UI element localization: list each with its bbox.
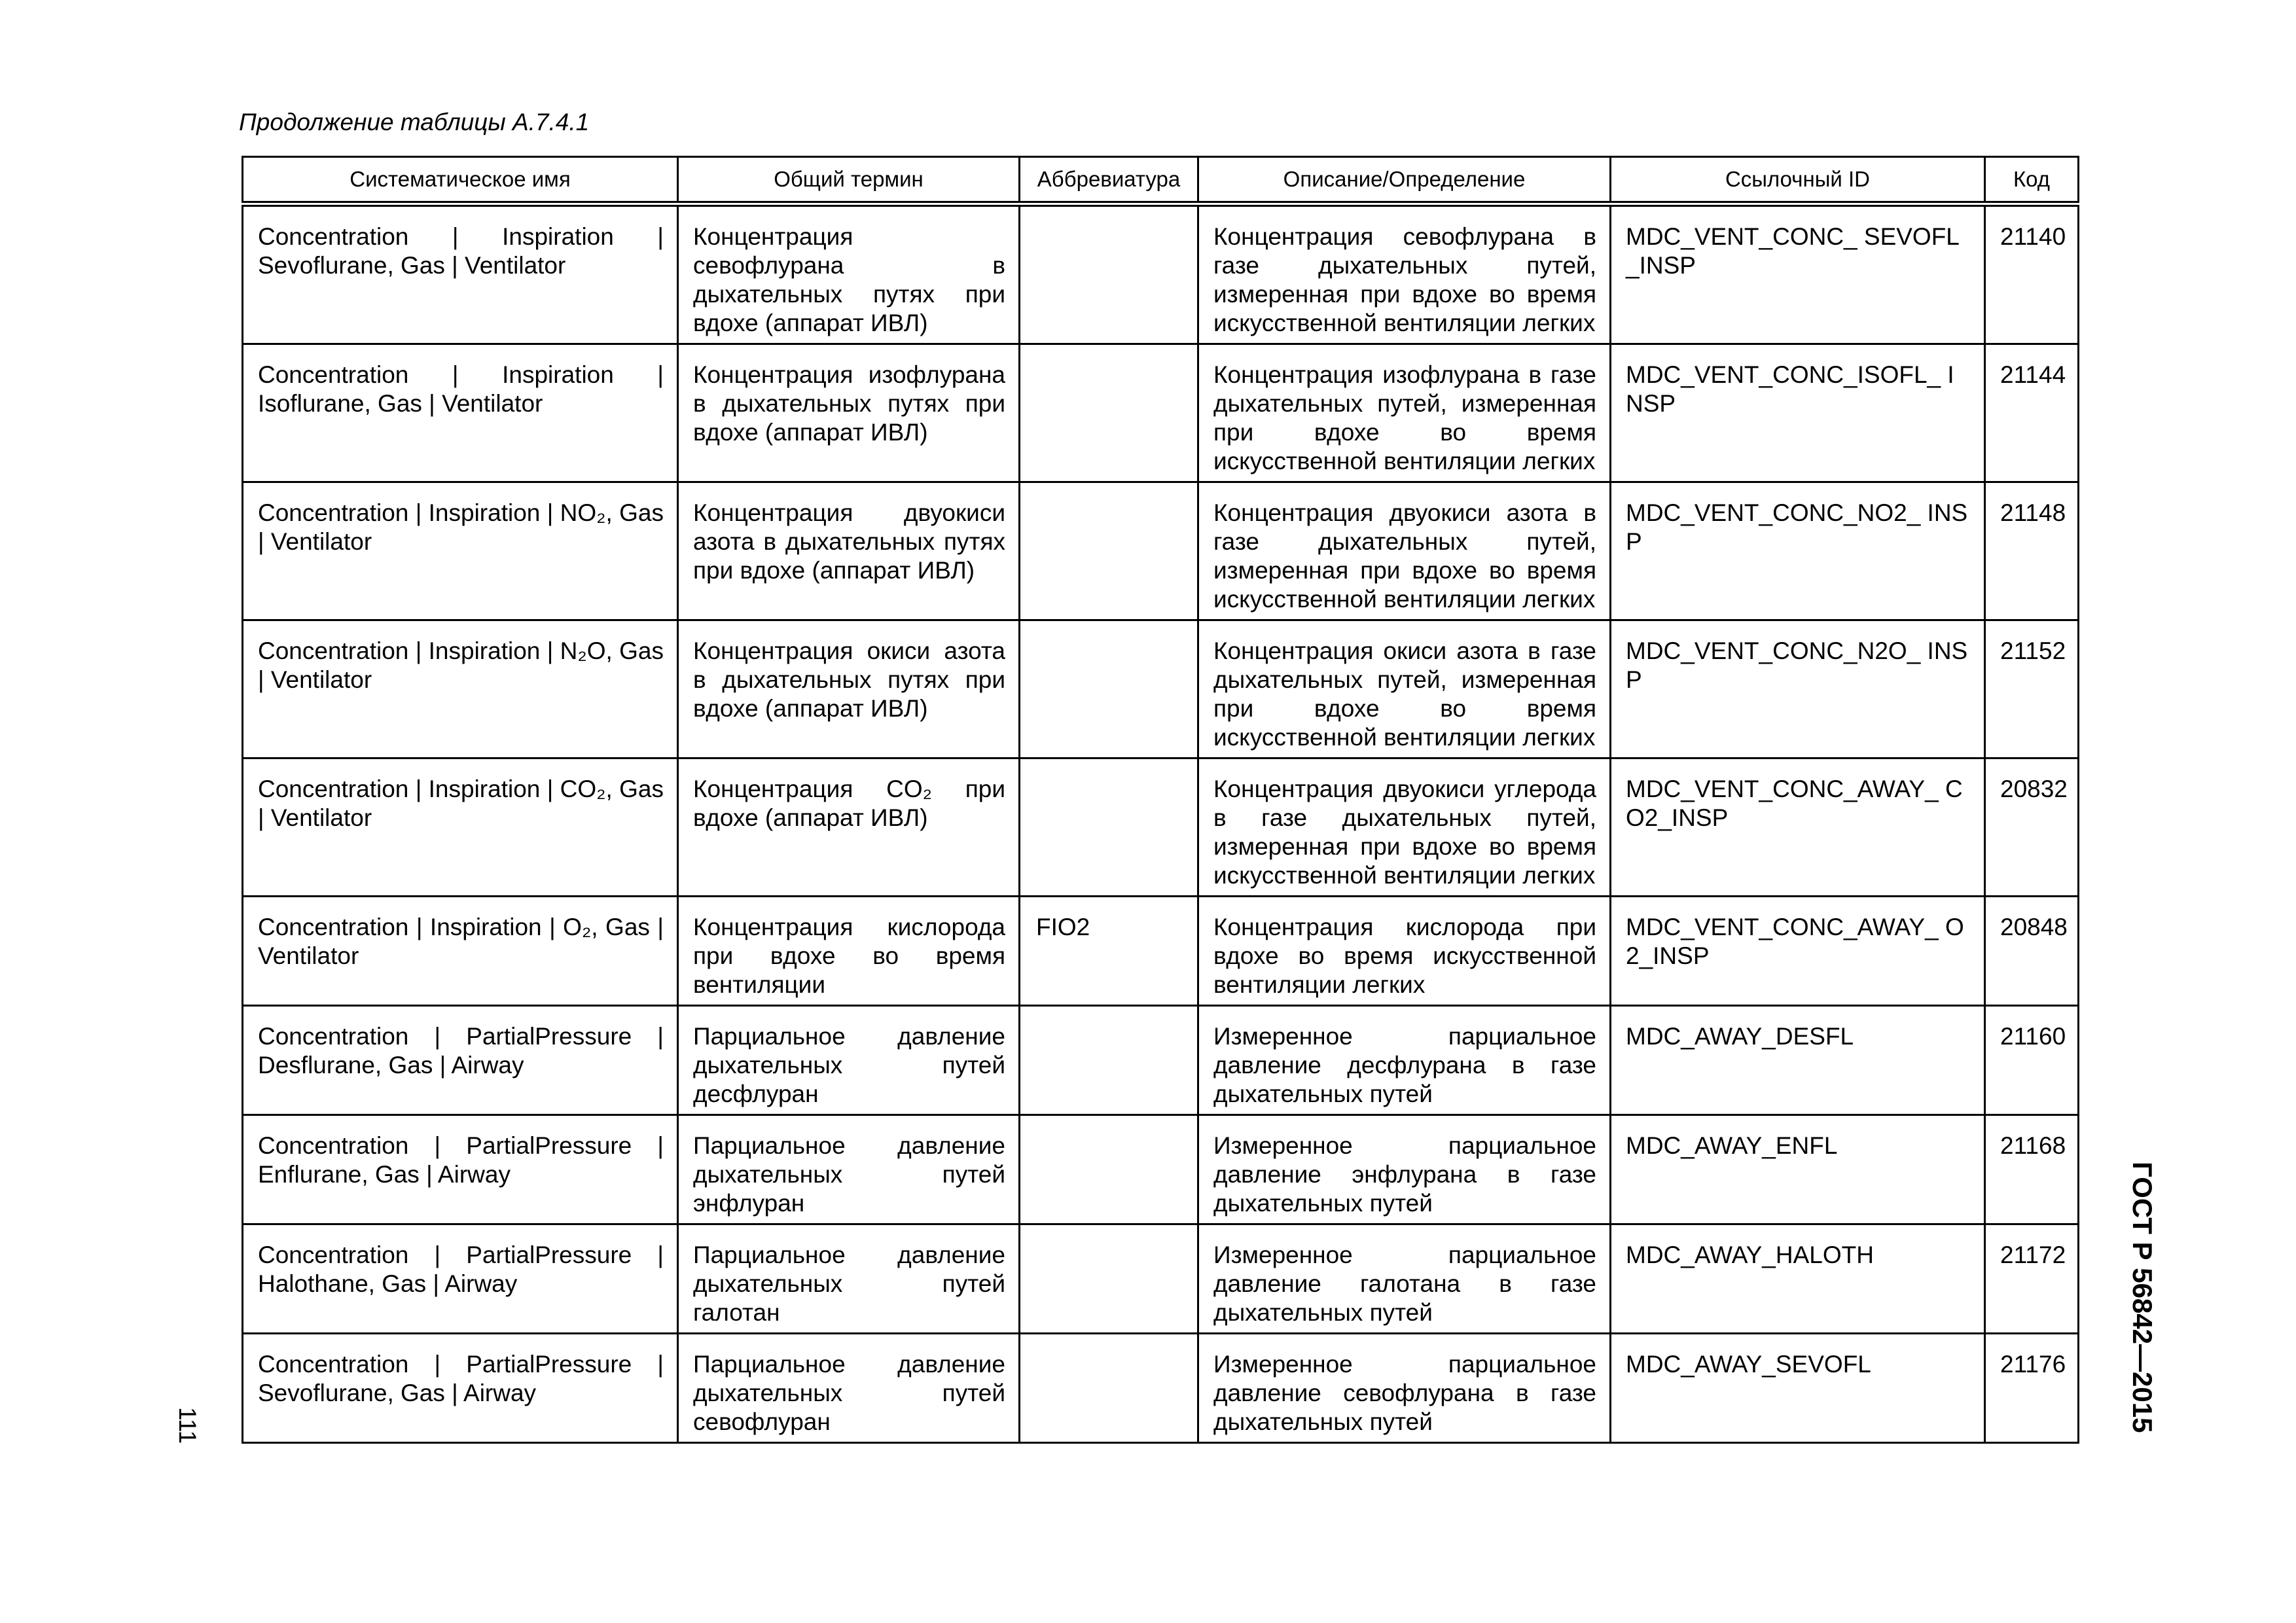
- cell-code: 20832: [1985, 758, 2079, 897]
- cell-reference-id: MDC_VENT_CONC_ SEVOFL_INSP: [1611, 204, 1985, 344]
- cell-reference-id: MDC_VENT_CONC_NO2_ INSP: [1611, 482, 1985, 620]
- cell-abbreviation: [1020, 1006, 1198, 1115]
- table-row: [243, 620, 2079, 758]
- cell-code: 21172: [1985, 1224, 2079, 1334]
- cell-code: 21140: [1985, 204, 2079, 344]
- cell-reference-id: MDC_AWAY_HALOTH: [1611, 1224, 1985, 1334]
- table-row: [243, 1334, 2079, 1443]
- cell-common-term: Концентрация кислорода при вдохе во время вентиляции: [678, 897, 1020, 1006]
- cell-common-term: Парциальное давление дыхательных путей энфлуран: [678, 1115, 1020, 1224]
- table-caption: Продолжение таблицы А.7.4.1: [239, 109, 590, 135]
- cell-abbreviation: [1020, 344, 1198, 482]
- cell-systematic-name: Concentration | Inspiration | Sevoflurane, Gas | Ventilator: [243, 204, 678, 344]
- cell-systematic-name: Concentration | PartialPressure | Halothane, Gas | Airway: [243, 1224, 678, 1334]
- cell-description: Измеренное парциальное давление десфлурана в газе дыхательных путей: [1198, 1006, 1611, 1115]
- cell-common-term: Концентрация севофлурана в дыхательных путях при вдохе (аппарат ИВЛ): [678, 204, 1020, 344]
- cell-description: Концентрация двуокиси азота в газе дыхательных путей, измеренная при вдохе во время искусственной вентиляции легких: [1198, 482, 1611, 620]
- cell-common-term: Парциальное давление дыхательных путей галотан: [678, 1224, 1020, 1334]
- cell-description: Концентрация изофлурана в газе дыхательных путей, измеренная при вдохе во время искусственной вентиляции легких: [1198, 344, 1611, 482]
- cell-systematic-name: Concentration | Inspiration | CO₂, Gas | Ventilator: [243, 758, 678, 897]
- cell-reference-id: MDC_AWAY_SEVOFL: [1611, 1334, 1985, 1443]
- cell-abbreviation: [1020, 1334, 1198, 1443]
- cell-common-term: Парциальное давление дыхательных путей десфлуран: [678, 1006, 1020, 1115]
- cell-common-term: Концентрация CO₂ при вдохе (аппарат ИВЛ): [678, 758, 1020, 897]
- table-header-row: [243, 157, 2079, 204]
- header-description: Описание/Определение: [1198, 157, 1611, 204]
- cell-systematic-name: Concentration | PartialPressure | Desflurane, Gas | Airway: [243, 1006, 678, 1115]
- table-row: [243, 1006, 2079, 1115]
- cell-abbreviation: FIO2: [1020, 897, 1198, 1006]
- cell-code: 21144: [1985, 344, 2079, 482]
- cell-description: Измеренное парциальное давление энфлурана в газе дыхательных путей: [1198, 1115, 1611, 1224]
- standard-designation: ГОСТ Р 56842—2015: [2127, 1162, 2158, 1433]
- cell-reference-id: MDC_AWAY_ENFL: [1611, 1115, 1985, 1224]
- header-reference-id: Ссылочный ID: [1611, 157, 1985, 204]
- table-row: [243, 482, 2079, 620]
- cell-systematic-name: Concentration | Inspiration | O₂, Gas | Ventilator: [243, 897, 678, 1006]
- cell-common-term: Концентрация изофлурана в дыхательных путях при вдохе (аппарат ИВЛ): [678, 344, 1020, 482]
- cell-code: 20848: [1985, 897, 2079, 1006]
- table-row: [243, 1115, 2079, 1224]
- cell-description: Концентрация севофлурана в газе дыхательных путей, измеренная при вдохе во время искусственной вентиляции легких: [1198, 204, 1611, 344]
- cell-common-term: Парциальное давление дыхательных путей севофлуран: [678, 1334, 1020, 1443]
- table-row: [243, 897, 2079, 1006]
- header-common-term: Общий термин: [678, 157, 1020, 204]
- cell-abbreviation: [1020, 1224, 1198, 1334]
- cell-description: Концентрация кислорода при вдохе во время искусственной вентиляции легких: [1198, 897, 1611, 1006]
- cell-abbreviation: [1020, 204, 1198, 344]
- header-abbreviation: Аббревиатура: [1020, 157, 1198, 204]
- table-row: [243, 204, 2079, 344]
- cell-abbreviation: [1020, 758, 1198, 897]
- cell-reference-id: MDC_AWAY_DESFL: [1611, 1006, 1985, 1115]
- page-number: 111: [174, 1407, 201, 1444]
- cell-systematic-name: Concentration | Inspiration | Isoflurane, Gas | Ventilator: [243, 344, 678, 482]
- header-systematic-name: Систематическое имя: [243, 157, 678, 204]
- cell-systematic-name: Concentration | PartialPressure | Enflurane, Gas | Airway: [243, 1115, 678, 1224]
- terms-table: [242, 156, 2079, 1444]
- cell-systematic-name: Concentration | PartialPressure | Sevoflurane, Gas | Airway: [243, 1334, 678, 1443]
- header-code: Код: [1985, 157, 2079, 204]
- cell-description: Измеренное парциальное давление галотана в газе дыхательных путей: [1198, 1224, 1611, 1334]
- cell-abbreviation: [1020, 482, 1198, 620]
- cell-code: 21148: [1985, 482, 2079, 620]
- cell-code: 21160: [1985, 1006, 2079, 1115]
- cell-code: 21176: [1985, 1334, 2079, 1443]
- cell-code: 21168: [1985, 1115, 2079, 1224]
- cell-description: Концентрация двуокиси углерода в газе дыхательных путей, измеренная при вдохе во время искусственной вентиляции легких: [1198, 758, 1611, 897]
- table-row: [243, 758, 2079, 897]
- cell-reference-id: MDC_VENT_CONC_AWAY_ O2_INSP: [1611, 897, 1985, 1006]
- cell-reference-id: MDC_VENT_CONC_N2O_ INSP: [1611, 620, 1985, 758]
- table-row: [243, 344, 2079, 482]
- cell-description: Концентрация окиси азота в газе дыхательных путей, измеренная при вдохе во время искусственной вентиляции легких: [1198, 620, 1611, 758]
- cell-abbreviation: [1020, 1115, 1198, 1224]
- cell-common-term: Концентрация окиси азота в дыхательных путях при вдохе (аппарат ИВЛ): [678, 620, 1020, 758]
- table-row: [243, 1224, 2079, 1334]
- cell-systematic-name: Concentration | Inspiration | NO₂, Gas | Ventilator: [243, 482, 678, 620]
- cell-common-term: Концентрация двуокиси азота в дыхательных путях при вдохе (аппарат ИВЛ): [678, 482, 1020, 620]
- cell-reference-id: MDC_VENT_CONC_ISOFL_ INSP: [1611, 344, 1985, 482]
- cell-code: 21152: [1985, 620, 2079, 758]
- cell-reference-id: MDC_VENT_CONC_AWAY_ CO2_INSP: [1611, 758, 1985, 897]
- cell-abbreviation: [1020, 620, 1198, 758]
- cell-description: Измеренное парциальное давление севофлурана в газе дыхательных путей: [1198, 1334, 1611, 1443]
- cell-systematic-name: Concentration | Inspiration | N₂O, Gas | Ventilator: [243, 620, 678, 758]
